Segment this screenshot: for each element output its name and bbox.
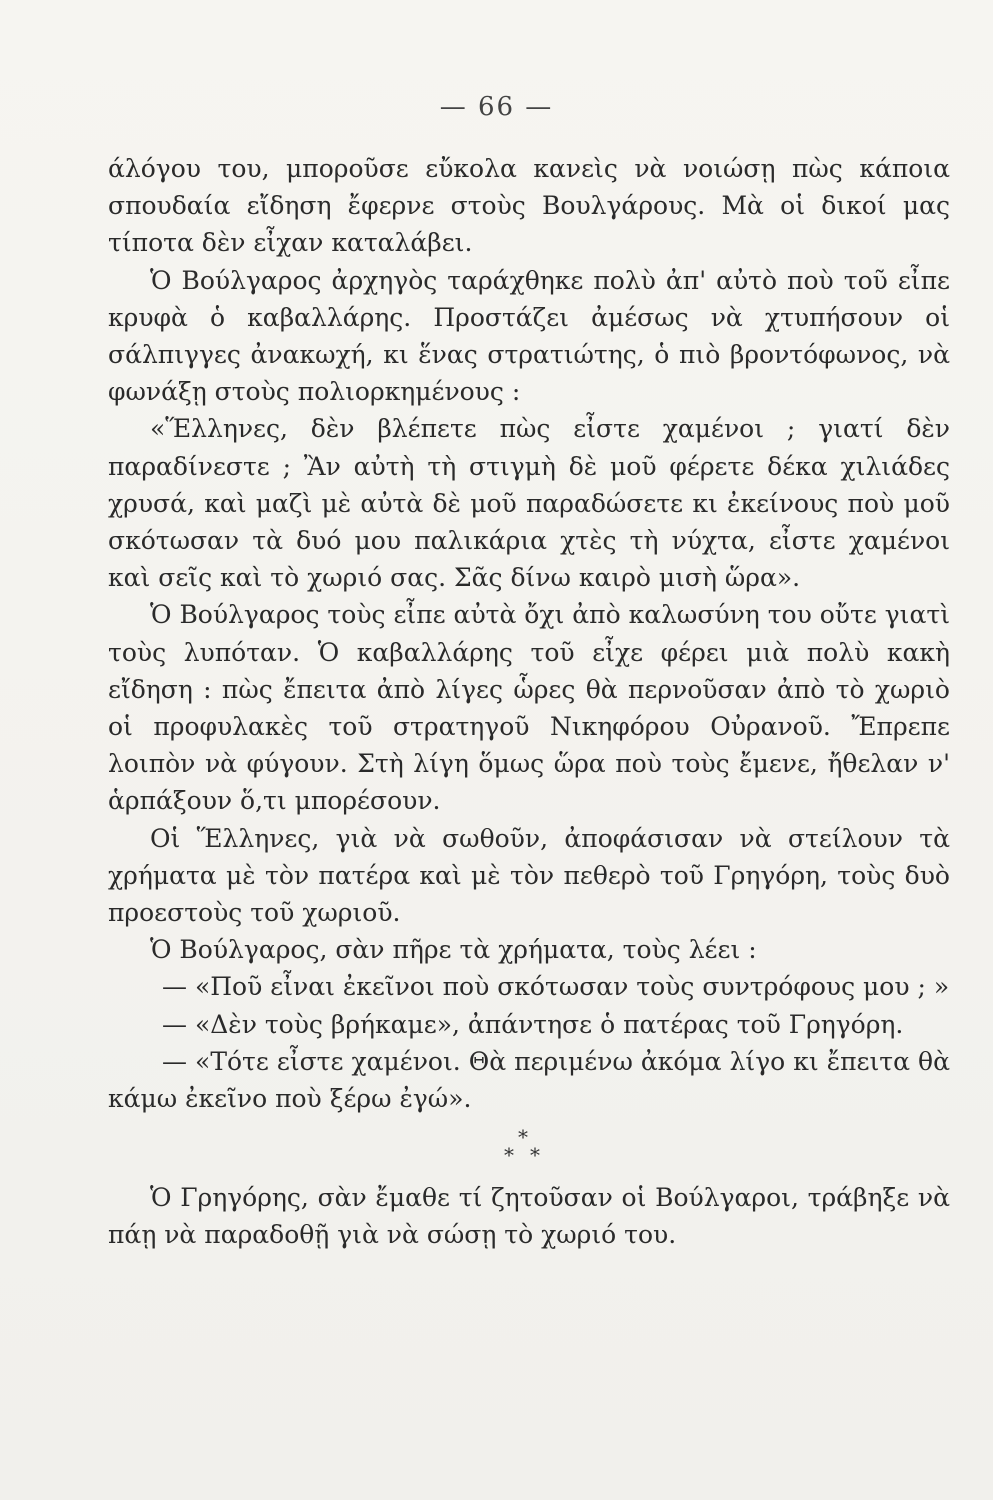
asterism-separator xyxy=(108,1123,950,1173)
dialogue-line: — «Τότε εἶστε χαμένοι. Θὰ περιμένω ἀκόμα λίγο κι ἔπειτα θὰ κάμω ἐκεῖνο ποὺ ξέρω ἐγώ». xyxy=(108,1046,950,1114)
separator-star: * xyxy=(530,1143,540,1168)
dialogue-line: — «Δὲν τοὺς βρήκαμε», ἀπάντησε ὁ πατέρας τοῦ Γρηγόρη. xyxy=(162,1009,904,1039)
dialogue-line: — «Ποῦ εἶναι ἐκεῖνοι ποὺ σκότωσαν τοὺς συντρόφους μου ; » xyxy=(162,972,950,1002)
paragraph: άλόγου του, μποροῦσε εὔκολα κανεὶς νὰ νοιώσῃ πὼς κάποια σπουδαία εἴδηση ἔφερνε στοὺς Βουλγάρους. Μὰ οἱ δικοί μας τίποτα δὲν εἶχαν καταλάβει. xyxy=(108,154,950,258)
body-text xyxy=(108,150,950,1254)
page-number: — 66 — xyxy=(439,92,554,122)
paragraph: Ὁ Γρηγόρης, σὰν ἔμαθε τί ζητοῦσαν οἱ Βούλγαροι, τράβηξε νὰ πάῃ νὰ παραδοθῇ γιὰ νὰ σώσῃ τὸ χωριό του. xyxy=(108,1183,950,1250)
paragraph: Ὁ Βούλγαρος, σὰν πῆρε τὰ χρήματα, τοὺς λέει : xyxy=(150,935,757,965)
paragraph: Οἱ Ἕλληνες, γιὰ νὰ σωθοῦν, ἀποφάσισαν νὰ στείλουν τὰ χρήματα μὲ τὸν πατέρα καὶ μὲ τὸν πεθερὸ τοῦ Γρηγόρη, τοὺς δυὸ προεστοὺς τοῦ χωριοῦ. xyxy=(108,823,950,928)
quoted-speech: «Ἕλληνες, δὲν βλέπετε πὼς εἶστε χαμένοι ; γιατί δὲν παραδίνεστε ; Ἂν αὐτὴ τὴ στιγμὴ δὲ μοῦ φέρετε δέκα χιλιάδες χρυσά, καὶ μαζὶ μὲ αὐτὰ δὲ μοῦ παραδώσετε κι ἐκείνους ποὺ μοῦ σκότωσαν τὰ δυό μου παλικάρια χτὲς τὴ νύχτα, εἶστε χαμένοι καὶ σεῖς καὶ τὸ χωριό σας. Σᾶς δίνω καιρὸ μισὴ ὥρα». xyxy=(108,414,950,593)
paragraph: Ὁ Βούλγαρος ἀρχηγὸς ταράχθηκε πολὺ ἀπ' αὐτὸ ποὺ τοῦ εἶπε κρυφὰ ὁ καβαλλάρης. Προστάζει ἀμέσως νὰ χτυπήσουν οἱ σάλπιγγες ἀνακωχή, κι ἕνας στρατιώτης, ὁ πιὸ βροντόφωνος, νὰ φωνάξῃ στοὺς πολιορκημένους : xyxy=(108,265,950,407)
paragraph: Ὁ Βούλγαρος τοὺς εἶπε αὐτὰ ὄχι ἀπὸ καλωσύνη του οὔτε γιατὶ τοὺς λυπόταν. Ὁ καβαλλάρης τοῦ εἶχε φέρει μιὰ πολὺ κακὴ εἴδηση : πὼς ἔπειτα ἀπὸ λίγες ὧρες θὰ περνοῦσαν ἀπὸ τὸ χωριὸ οἱ προφυλακὲς τοῦ στρατηγοῦ Νικηφόρου Οὐρανοῦ. Ἔπρεπε λοιπὸν νὰ φύγουν. Στὴ λίγη ὅμως ὥρα ποὺ τοὺς ἔμενε, ἤθελαν ν' ἁρπάξουν ὅ,τι μπορέσουν. xyxy=(108,600,950,816)
separator-star: * xyxy=(504,1143,514,1168)
separator-star: * xyxy=(518,1125,528,1150)
